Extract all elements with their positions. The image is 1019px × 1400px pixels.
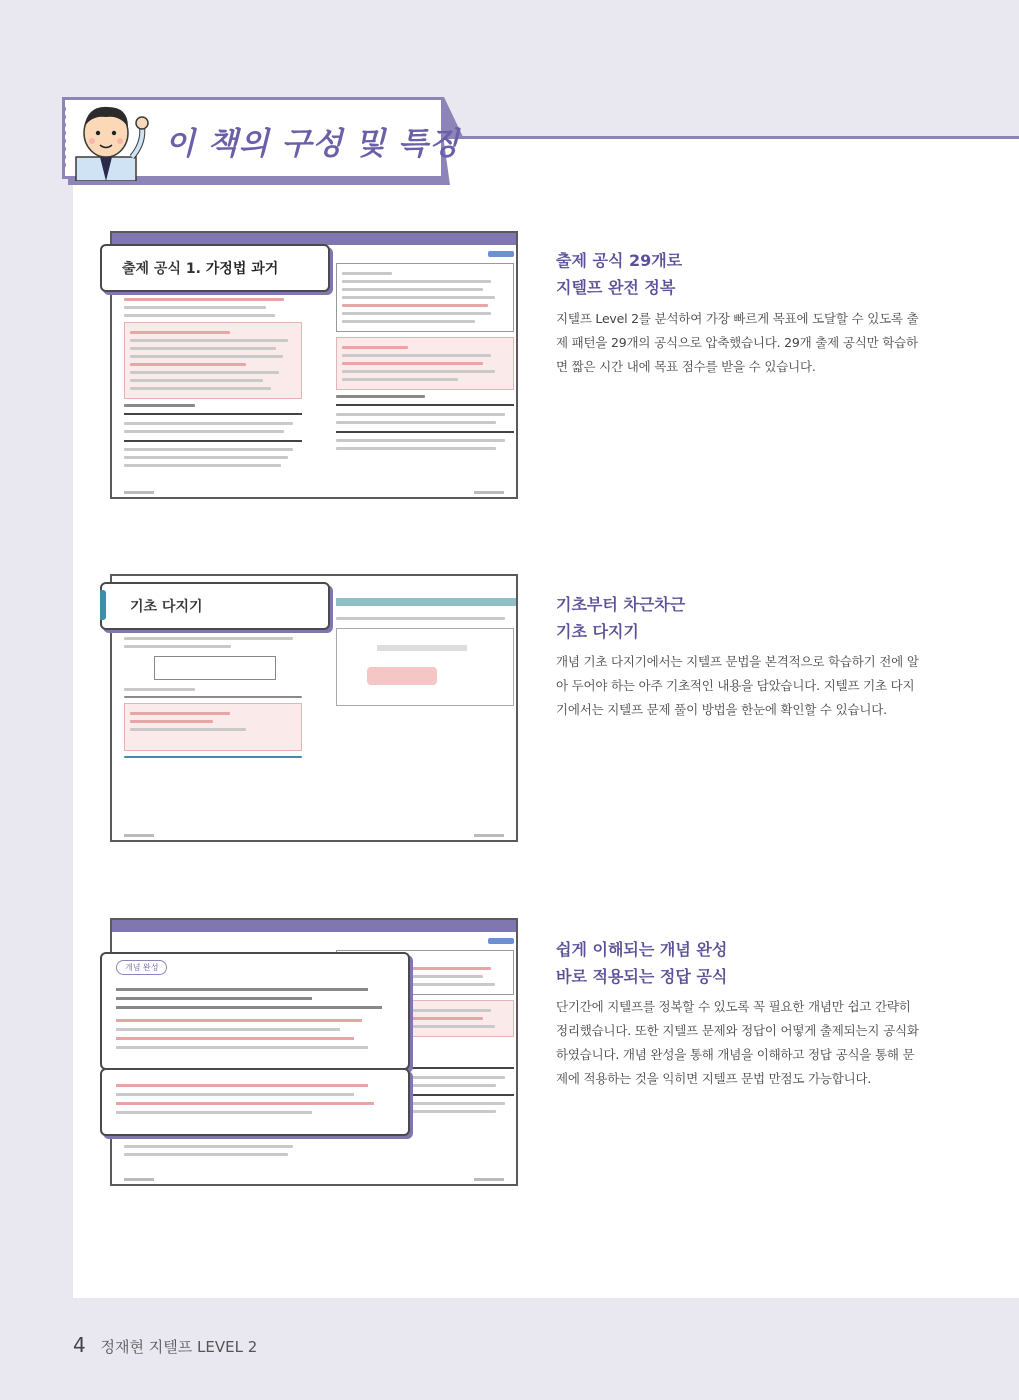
thumbnail-left-column	[124, 632, 302, 830]
section-2-title	[556, 591, 685, 645]
section-2-title-line-2: 기초 다지기	[556, 622, 639, 641]
section-2-title-line-1: 기초부터 차근차근	[556, 595, 686, 614]
header-rule	[445, 136, 1019, 139]
callout-label: 기초 다지기	[130, 599, 203, 615]
callout-accent	[100, 590, 106, 620]
section-3-concept-callout	[100, 952, 410, 1070]
callout-formula-title: 가정법 과거	[205, 261, 279, 277]
page-footer	[73, 1333, 257, 1357]
callout-tag-label: 개념 완성	[116, 960, 167, 975]
section-1-title	[556, 247, 682, 301]
mascot-character-icon	[62, 97, 162, 181]
thumbnail-topbar	[336, 598, 516, 606]
thumbnail-right-column	[336, 612, 514, 830]
section-3-description: 단기간에 지텔프를 정복할 수 있도록 꼭 필요한 개념만 쉽고 간략히 정리했습니다. 또한 지텔프 문제와 정답이 어떻게 출제되는지 공식화하였습니다. 개념 완성을 통해 개념을 이해하고 정답 공식을 통해 문제에 적용하는 것을 익히면 지텔프 문법 만점도 가능합니다.	[556, 999, 919, 1086]
section-3-title	[556, 936, 727, 990]
thumbnail-topbar	[112, 920, 516, 932]
page-number: 4	[73, 1333, 86, 1357]
book-title: 정재현 지텔프 LEVEL 2	[100, 1338, 258, 1356]
section-1-callout	[100, 244, 330, 292]
section-1-title-line-2: 지텔프 완전 정복	[556, 278, 676, 297]
thumbnail-right-column	[336, 249, 514, 487]
section-1-description: 지텔프 Level 2를 분석하여 가장 빠르게 목표에 도달할 수 있도록 출제 패턴을 29개의 공식으로 압축했습니다. 29개 출제 공식만 학습하면 짧은 시간 내에 목표 점수를 받을 수 있습니다.	[556, 311, 919, 374]
page-title: 이 책의 구성 및 특징	[165, 126, 460, 162]
section-3-title-line-1: 쉽게 이해되는 개념 완성	[556, 940, 728, 959]
section-2-description: 개념 기초 다지기에서는 지텔프 문법을 본격적으로 학습하기 전에 알아 두어야 하는 아주 기초적인 내용을 담았습니다. 지텔프 기초 다지기에서는 지텔프 문제 풀이 방법을 한눈에 확인할 수 있습니다.	[556, 654, 919, 717]
section-1-title-line-1: 출제 공식 29개로	[556, 251, 683, 270]
section-3-title-line-2: 바로 적용되는 정답 공식	[556, 967, 728, 986]
thumbnail-left-column	[124, 1140, 302, 1174]
section-2-callout	[100, 582, 330, 630]
thumbnail-left-column	[124, 293, 302, 487]
callout-body-lines	[116, 982, 396, 1055]
callout-body-lines	[116, 1078, 396, 1120]
callout-formula-number: 출제 공식 1.	[122, 261, 201, 277]
section-3-answer-callout	[100, 1068, 410, 1136]
